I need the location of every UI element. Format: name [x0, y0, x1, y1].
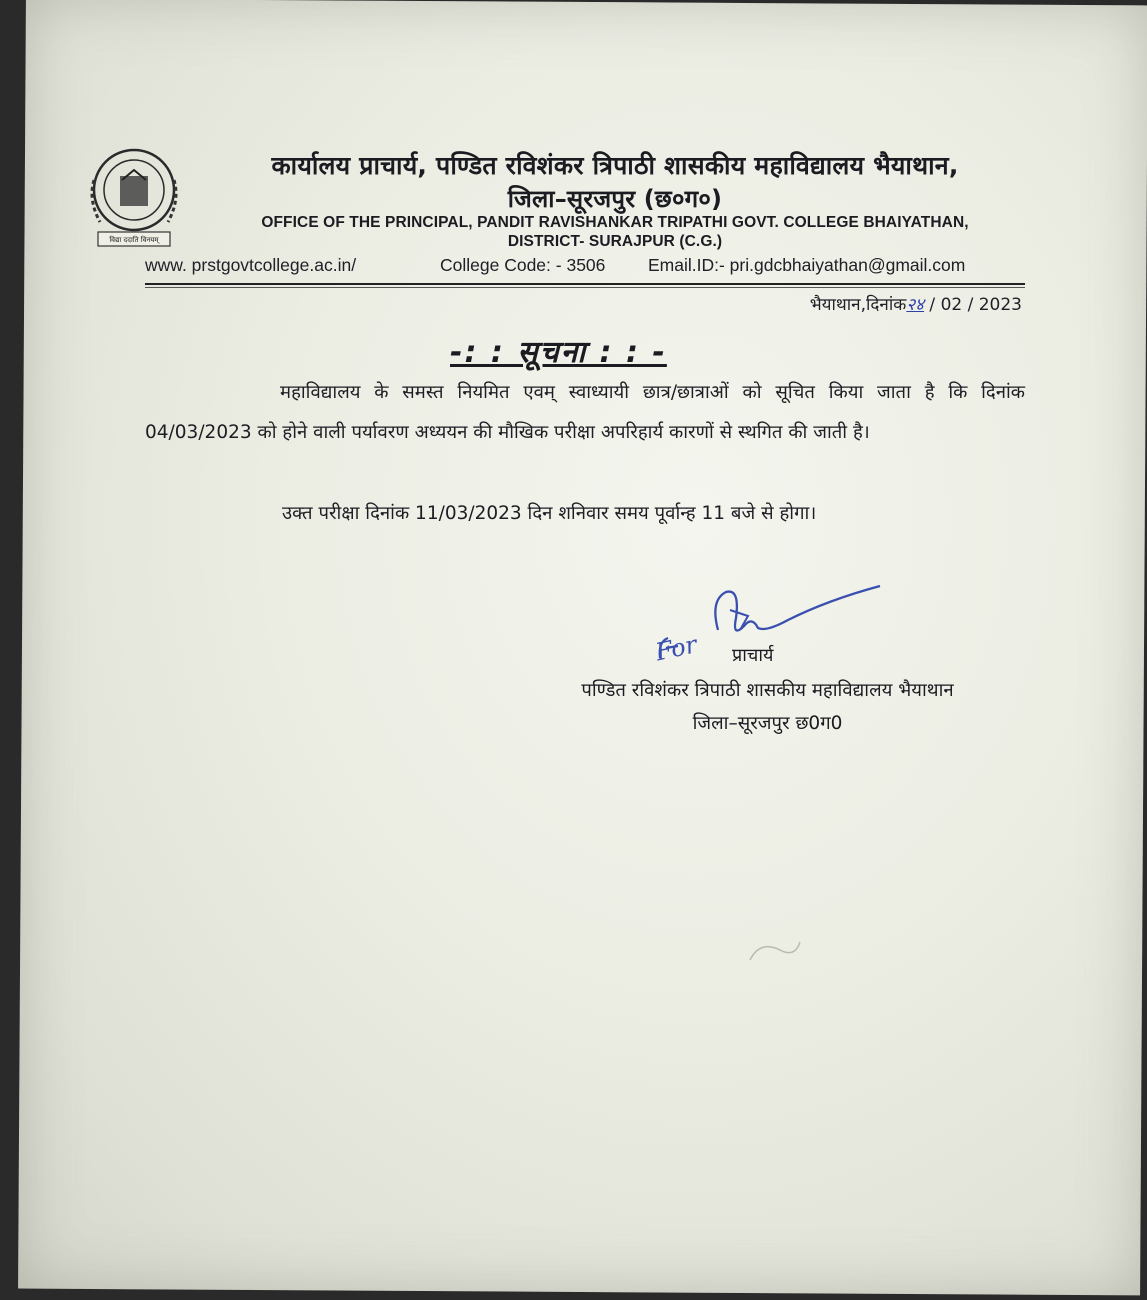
faint-mark	[740, 930, 820, 980]
notice-paragraph-2: उक्त परीक्षा दिनांक 11/03/2023 दिन शनिवार समय पूर्वान्ह 11 बजे से होगा।	[282, 503, 817, 524]
emblem-motto: विद्या ददाति विनयम्	[109, 236, 159, 244]
signatory-institution: पण्डित रविशंकर त्रिपाठी शासकीय महाविद्यालय भैयाथान	[581, 680, 954, 701]
signatory-designation: प्राचार्य	[732, 645, 774, 666]
college-emblem-icon	[80, 140, 188, 252]
website-link[interactable]: www. prstgovtcollege.ac.in/	[145, 255, 357, 275]
date-prefix: भैयाथान,दिनांक	[809, 295, 907, 315]
notice-date	[810, 292, 1022, 315]
header-english-line1: OFFICE OF THE PRINCIPAL, PANDIT RAVISHANKAR TRIPATHI GOVT. COLLEGE BHAIYATHAN,	[261, 214, 969, 231]
header-english-line2: DISTRICT- SURAJPUR (C.G.)	[507, 233, 723, 250]
header-hindi-line2: जिला–सूरजपुर (छ०ग०)	[507, 185, 723, 213]
header-divider	[145, 283, 1025, 285]
notice-paragraph-1: महाविद्यालय के समस्त नियमित एवम् स्वाध्यायी छात्र/छात्राओं को सूचित किया जाता है कि दिनांक 04/03/2023 को होने वाली पर्यावरण अध्ययन की मौखिक परीक्षा अपरिहार्य कारणों से स्थगित की जाती है।	[145, 382, 1025, 443]
signature-for-text: For	[653, 630, 700, 667]
email-address[interactable]: Email.ID:- pri.gdcbhaiyathan@gmail.com	[648, 255, 966, 275]
date-handwritten-day: २४	[906, 295, 925, 315]
notice-title: -: : सूचना : : -	[450, 335, 667, 370]
header-divider-thin	[145, 287, 1025, 288]
header-hindi-line1: कार्यालय प्राचार्य, पण्डित रविशंकर त्रिपाठी शासकीय महाविद्यालय भैयाथान,	[271, 151, 959, 180]
date-rest: / 02 / 2023	[924, 295, 1022, 315]
signatory-district: जिला–सूरजपुर छ0ग0	[692, 713, 843, 734]
college-code: College Code: - 3506	[440, 255, 606, 275]
